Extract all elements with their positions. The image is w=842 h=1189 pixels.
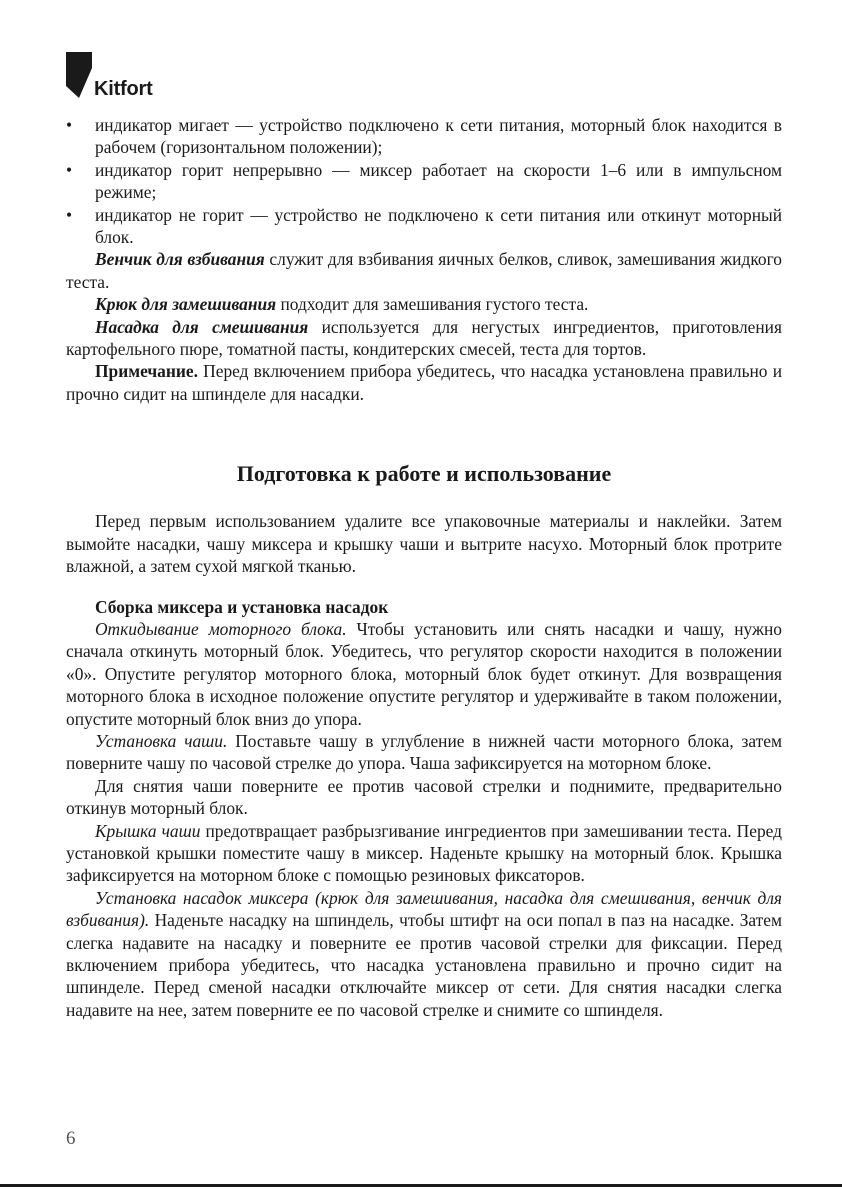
paragraph-mixer: Насадка для смешивания используется для негустых ингредиентов, приготовления картофельного пюре, томатной пасты, кондитерских смесей, теста для тортов.	[66, 316, 782, 360]
paragraph-attach: Установка насадок миксера (крюк для замешивания, насадка для смешивания, венчик для взбивания). Наденьте насадку на шпиндель, чтобы штифт на оси попал в паз на насадке. Затем слегка надавите на насадку и поверните ее против часовой стрелки для фиксации. Перед включением прибора убедитесь, что насадка установлена правильно и прочно сидит на шпинделе. Перед сменой насадки отключайте миксер от сети. Для снятия насадки слегка надавите на нее, затем поверните ее по часовой стрелке и снимите со шпинделя.	[66, 887, 782, 1020]
bullet-icon: •	[66, 204, 73, 225]
subsection-title: Сборка миксера и установка насадок	[95, 596, 389, 617]
list-item: • индикатор не горит — устройство не подключено к сети питания или откинут моторный блок.	[66, 204, 782, 248]
term-attach: Установка насадок миксера (крюк для замешивания, насадка для смешивания, венчик для взбивания).	[66, 887, 782, 931]
page-content	[66, 114, 782, 1021]
brand-name: Kitfort	[94, 78, 153, 100]
list-item: • индикатор мигает — устройство подключено к сети питания, моторный блок находится в рабочем (горизонтальном положении);	[66, 115, 782, 158]
brand-logo	[66, 52, 176, 100]
term-mixer: Насадка для смешивания	[95, 316, 309, 337]
term-tilt: Откидывание моторного блока.	[95, 618, 347, 639]
indicator-list	[66, 114, 782, 248]
term-hook: Крюк для замешивания	[95, 294, 277, 315]
paragraph-tilt: Откидывание моторного блока. Чтобы установить или снять насадки и чашу, нужно сначала откинуть моторный блок. Убедитесь, что регулятор скорости находится в положении «0». Опустите регулятор моторного блока, моторный блок будет откинут. Для возвращения моторного блока в исходное положение опустите регулятор и удерживайте в таком положении, опустите моторный блок вниз до упора.	[66, 618, 782, 729]
paragraph-bowl: Установка чаши. Поставьте чашу в углубление в нижней части моторного блока, затем поверните чашу по часовой стрелке до упора. Чаша зафиксируется на моторном блоке.	[66, 730, 782, 774]
paragraph-bowl-remove: Для снятия чаши поверните ее против часовой стрелки и поднимите, предварительно откинув моторный блок.	[66, 775, 782, 819]
paragraph-whisk: Венчик для взбивания служит для взбивания яичных белков, сливок, замешивания жидкого теста.	[66, 249, 782, 292]
page-number: 6	[66, 1128, 76, 1149]
term-lid: Крышка чаши	[95, 820, 201, 841]
paragraph-intro: Перед первым использованием удалите все упаковочные материалы и наклейки. Затем вымойте насадки, чашу миксера и крышку чаши и вытрите насухо. Моторный блок протрите влажной, а затем сухой мягкой тканью.	[66, 511, 782, 577]
paragraph-note: Примечание. Перед включением прибора убедитесь, что насадка установлена правильно и прочно сидит на шпинделе для насадки.	[66, 361, 782, 404]
term-whisk: Венчик для взбивания	[95, 249, 265, 270]
term-note: Примечание.	[95, 361, 198, 382]
kitfort-logo-mark	[66, 52, 92, 98]
bullet-icon: •	[66, 115, 73, 135]
paragraph-lid: Крышка чаши предотвращает разбрызгивание ингредиентов при замешивании теста. Перед установкой крышки поместите чашу в миксер. Наденьте крышку на моторный блок. Крышка зафиксируется на моторном блоке с помощью резиновых фиксаторов.	[66, 820, 782, 886]
bottom-divider	[0, 1184, 842, 1187]
section-title: Подготовка к работе и использование	[236, 461, 612, 487]
bullet-icon: •	[66, 159, 73, 180]
list-item: • индикатор горит непрерывно — миксер работает на скорости 1–6 или в импульсном режиме;	[66, 159, 782, 203]
term-bowl: Установка чаши.	[95, 730, 228, 751]
paragraph-hook: Крюк для замешивания подходит для замешивания густого теста.	[95, 294, 589, 315]
